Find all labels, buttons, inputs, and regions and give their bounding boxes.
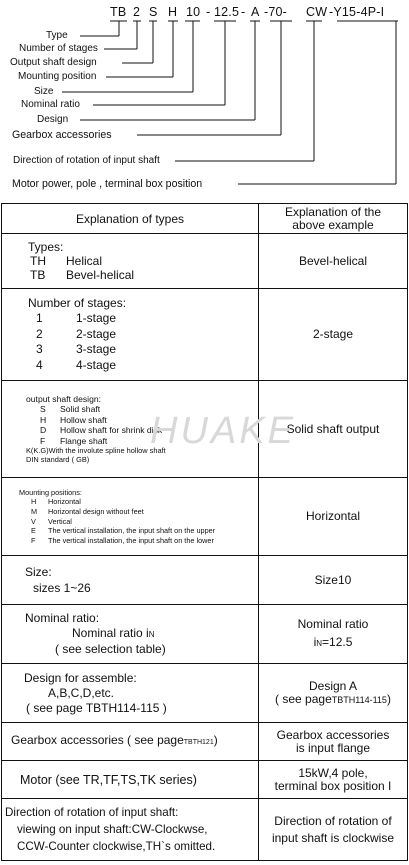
stage-desc: 3-stage bbox=[76, 342, 117, 357]
header-right-line2: above example bbox=[292, 217, 374, 232]
types-code: TH bbox=[30, 254, 46, 268]
table-row-design bbox=[2, 664, 408, 723]
output-desc: Solid shaft bbox=[60, 404, 101, 415]
stage-num: 2 bbox=[36, 326, 43, 341]
stage-desc: 4-stage bbox=[76, 357, 117, 372]
header-left: Explanation of types bbox=[2, 204, 259, 234]
code-ratio: 12.5 bbox=[214, 5, 240, 19]
mounting-code: H bbox=[31, 497, 37, 507]
design-page-a: ( see page bbox=[26, 700, 86, 715]
header-right-line1: Explanation of the bbox=[284, 204, 382, 219]
stage-num: 4 bbox=[36, 357, 43, 372]
output-din: DIN standard ( GB) bbox=[26, 455, 90, 465]
code-dash: - bbox=[241, 5, 246, 19]
stage-num: 1 bbox=[36, 311, 43, 326]
accessories-text: Gearbox accessories ( see page bbox=[11, 733, 184, 747]
ratio-example-sub: N bbox=[316, 639, 323, 648]
table-row-mounting bbox=[2, 478, 408, 556]
table-row-stages bbox=[2, 289, 408, 381]
mounting-code: M bbox=[31, 506, 38, 516]
ratio-text: Nominal ratio i bbox=[72, 626, 149, 640]
design-text: A,B,C,D,etc. bbox=[48, 685, 115, 700]
ratio-example-val: =12.5 bbox=[322, 635, 353, 649]
mounting-desc: The vertical installation, the input shaft on the upper bbox=[48, 526, 216, 536]
accessories-example bbox=[259, 723, 408, 761]
label-size: Size bbox=[34, 86, 54, 97]
types-code: TB bbox=[30, 268, 46, 282]
ratio-example-1: Nominal ratio bbox=[297, 617, 369, 631]
mounting-title: Mounting positions: bbox=[19, 487, 82, 497]
mounting-desc: The vertical installation, the input shaft on the lower bbox=[48, 535, 214, 545]
table-row-size bbox=[2, 556, 408, 605]
code-size: 10 bbox=[186, 5, 201, 19]
design-example-close: ) bbox=[386, 691, 391, 706]
table-row-ratio bbox=[2, 605, 408, 664]
label-design: Design bbox=[37, 114, 69, 125]
accessories-example-1: Gearbox accessories bbox=[276, 727, 390, 742]
ratio-example-i: i bbox=[313, 635, 317, 649]
watermark: HUAKE bbox=[150, 410, 296, 452]
types-desc: Helical bbox=[66, 254, 103, 268]
code-accessories: -70- bbox=[264, 5, 288, 19]
output-code: D bbox=[40, 425, 47, 436]
mounting-code: V bbox=[31, 516, 36, 526]
mounting-desc: Horizontal bbox=[48, 497, 81, 507]
code-output: S bbox=[149, 5, 158, 19]
motor-example-1: 15kW,4 pole, bbox=[298, 765, 368, 780]
rotation-line3: CCW-Counter clockwise,TH`s omitted. bbox=[17, 840, 216, 853]
accessories-close: ) bbox=[213, 733, 218, 747]
label-type: Type bbox=[46, 30, 68, 41]
design-example-page: TBTH114-115 bbox=[331, 694, 387, 705]
code-stages: 2 bbox=[133, 5, 141, 19]
code-dash: - bbox=[206, 5, 211, 19]
rotation-line1: Direction of rotation of input shaft: bbox=[5, 806, 179, 819]
output-desc: Hollow shaft for shrink disk bbox=[60, 425, 163, 436]
label-accessories: Gearbox accessories bbox=[12, 129, 112, 141]
accessories-page: TBTH121 bbox=[183, 739, 214, 746]
table-row-rotation bbox=[2, 799, 408, 861]
ratio-example bbox=[259, 605, 408, 664]
design-title: Design for assemble: bbox=[24, 670, 137, 685]
types-desc: Bevel-helical bbox=[66, 268, 135, 282]
code-type: TB bbox=[110, 5, 127, 19]
size-example: Size10 bbox=[259, 556, 408, 605]
design-example-1: Design A bbox=[308, 678, 358, 693]
mounting-desc: Vertical bbox=[48, 516, 72, 526]
code-mounting: H bbox=[168, 5, 178, 19]
output-code: F bbox=[40, 435, 46, 446]
mounting-code: E bbox=[31, 526, 36, 536]
stage-num: 3 bbox=[36, 342, 43, 357]
output-code: H bbox=[40, 414, 47, 425]
ratio-sub: N bbox=[148, 630, 155, 639]
stages-example: 2-stage bbox=[259, 289, 408, 381]
table-row-motor bbox=[2, 761, 408, 799]
design-example bbox=[259, 664, 408, 723]
label-stages: Number of stages bbox=[19, 43, 98, 54]
output-code: S bbox=[40, 404, 46, 415]
mounting-example: Horizontal bbox=[259, 478, 408, 556]
table-row-accessories bbox=[2, 723, 408, 761]
design-page-c: ) bbox=[159, 700, 167, 715]
ratio-see: ( see selection table) bbox=[55, 642, 166, 656]
output-title: output shaft design: bbox=[26, 393, 102, 404]
output-desc: Hollow shaft bbox=[60, 414, 107, 425]
label-mounting: Mounting position bbox=[18, 71, 97, 82]
designation-diagram bbox=[0, 0, 409, 203]
types-title: Types: bbox=[28, 240, 64, 254]
code-design: A bbox=[251, 5, 260, 19]
code-rotation: CW bbox=[306, 5, 328, 19]
rotation-example bbox=[259, 799, 408, 861]
output-desc: Flange shaft bbox=[60, 435, 108, 446]
rotation-line2: viewing on input shaft:CW-Clockwse, bbox=[17, 823, 208, 836]
table-header-row bbox=[2, 204, 408, 234]
motor-text: Motor (see TR,TF,TS,TK series) bbox=[20, 772, 197, 787]
stage-desc: 1-stage bbox=[76, 311, 117, 326]
table-row-types bbox=[2, 234, 408, 289]
accessories-example-2: is input flange bbox=[295, 740, 371, 755]
rotation-example-1: Direction of rotation of bbox=[274, 813, 392, 828]
size-text: sizes 1~26 bbox=[33, 581, 91, 595]
label-output: Output shaft design bbox=[10, 57, 97, 68]
design-page-b: TBTH114-115 bbox=[85, 700, 160, 715]
design-example-see: ( see page bbox=[275, 691, 332, 706]
types-example: Bevel-helical bbox=[259, 234, 408, 289]
mounting-code: F bbox=[31, 535, 36, 545]
motor-example bbox=[259, 761, 408, 799]
label-ratio: Nominal ratio bbox=[21, 99, 80, 110]
label-motor: Motor power, pole , terminal box position bbox=[12, 178, 203, 190]
header-right bbox=[259, 204, 408, 234]
output-example: Solid shaft output bbox=[259, 381, 408, 478]
table-row-output bbox=[2, 381, 408, 478]
mounting-desc: Horizontal design without feet bbox=[48, 506, 144, 516]
code-motor: -Y15-4P-I bbox=[329, 5, 385, 19]
size-title: Size: bbox=[25, 565, 52, 579]
stage-desc: 2-stage bbox=[76, 326, 117, 341]
output-k: K(K.G)With the involute spline hollow shaft bbox=[26, 446, 166, 456]
explanation-table bbox=[1, 203, 408, 861]
ratio-title: Nominal ratio: bbox=[25, 611, 100, 625]
rotation-example-2: input shaft is clockwise bbox=[271, 830, 395, 845]
label-rotation: Direction of rotation of input shaft bbox=[13, 155, 160, 166]
motor-example-2: terminal box position I bbox=[274, 778, 392, 793]
stages-title: Number of stages: bbox=[28, 295, 127, 310]
